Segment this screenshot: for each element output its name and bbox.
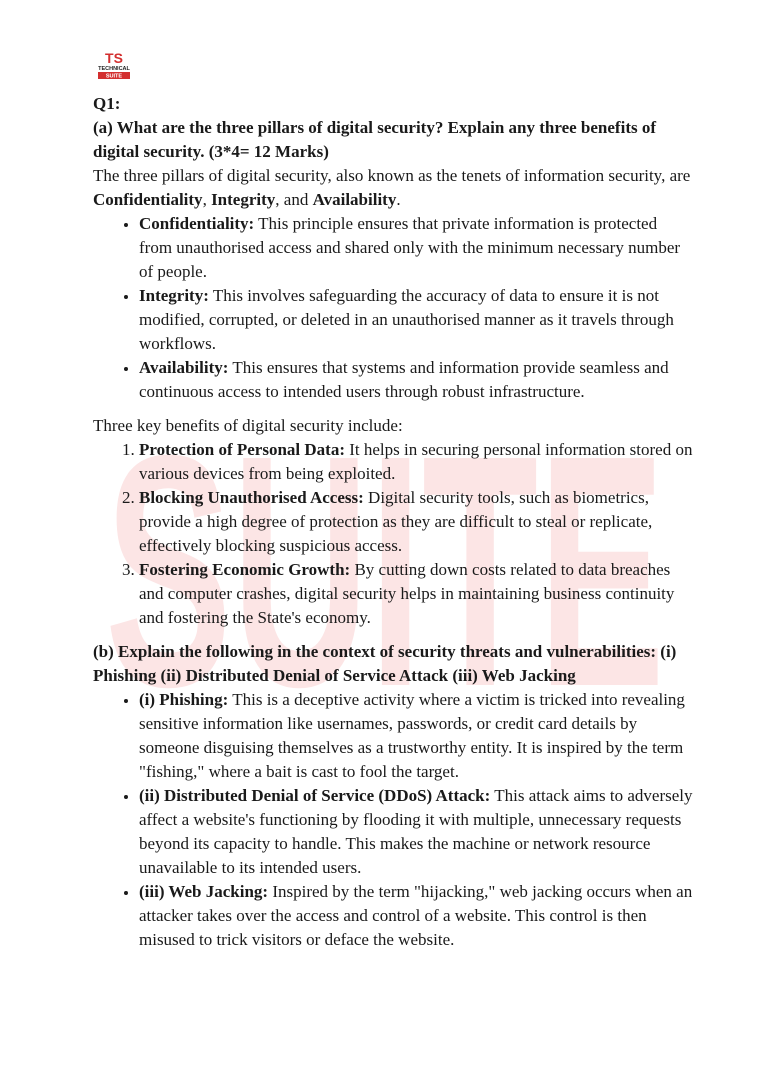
logo-suite: SUITE: [105, 73, 123, 80]
list-item: • (ii) Distributed Denial of Service (DDoS) Attack: This attack aims to adversely affect a website's functioning by flooding it with multiple, unnecessary requests beyond its capacity to handle. This makes the machine or network resource unavailable to its intended users.: [139, 784, 693, 880]
threats-list: [93, 688, 693, 952]
list-item: • (iii) Web Jacking: Inspired by the term "hijacking," web jacking occurs when an attacker takes over the access and control of a website. This control is then misused to trick visitors or deface the website.: [139, 880, 693, 952]
list-item: • Integrity: This involves safeguarding the accuracy of data to ensure it is not modified, corrupted, or deleted in an unauthorised manner as it travels through workflows.: [139, 284, 693, 356]
benefits-list: [93, 438, 693, 630]
list-item: • Availability: This ensures that systems and information provide seamless and continuous access to intended users through robust infrastructure.: [139, 356, 693, 404]
term-integrity: Integrity: [211, 190, 276, 209]
logo-ts: TS: [105, 50, 123, 66]
part-b-heading: (b) Explain the following in the context of security threats and vulnerabilities: (i) Phishing (ii) Distributed Denial of Service Attack (iii) Web Jacking: [93, 642, 677, 685]
technical-suite-logo: [94, 50, 134, 80]
watermark-text: SUITE: [105, 395, 665, 695]
pillars-list: [93, 212, 693, 404]
part-a-intro: The three pillars of digital security, also known as the tenets of information security, are Confidentiality, Integrity, and Availability.: [93, 166, 691, 209]
term-availability: Availability: [312, 190, 397, 209]
list-item: • Confidentiality: This principle ensures that private information is protected from unauthorised access and shared only with the minimum necessary number of people.: [139, 212, 693, 284]
list-item: • (i) Phishing: This is a deceptive activity where a victim is tricked into revealing sensitive information like usernames, passwords, or credit card details by someone disguising themselves as a trustworthy entity. It is inspired by the term "fishing," where a bait is cast to fool the target.: [139, 688, 693, 784]
list-item: 2. Blocking Unauthorised Access: Digital security tools, such as biometrics, provide a high degree of protection as they are difficult to steal or replicate, effectively blocking suspicious access.: [139, 486, 693, 558]
document-body: [93, 92, 693, 952]
question-number: Q1:: [93, 94, 121, 113]
part-a-heading: (a) What are the three pillars of digital security? Explain any three benefits of digital security. (3*4= 12 Marks): [93, 118, 657, 161]
term-confidentiality: Confidentiality: [93, 190, 203, 209]
list-item: 3. Fostering Economic Growth: By cutting down costs related to data breaches and computer crashes, digital security helps in maintaining business continuity and fostering the State's economy.: [139, 558, 693, 630]
benefits-intro: Three key benefits of digital security include:: [93, 416, 403, 435]
logo-technical: TECHNICAL: [98, 66, 130, 72]
list-item: 1. Protection of Personal Data: It helps in securing personal information stored on various devices from being exploited.: [139, 438, 693, 486]
